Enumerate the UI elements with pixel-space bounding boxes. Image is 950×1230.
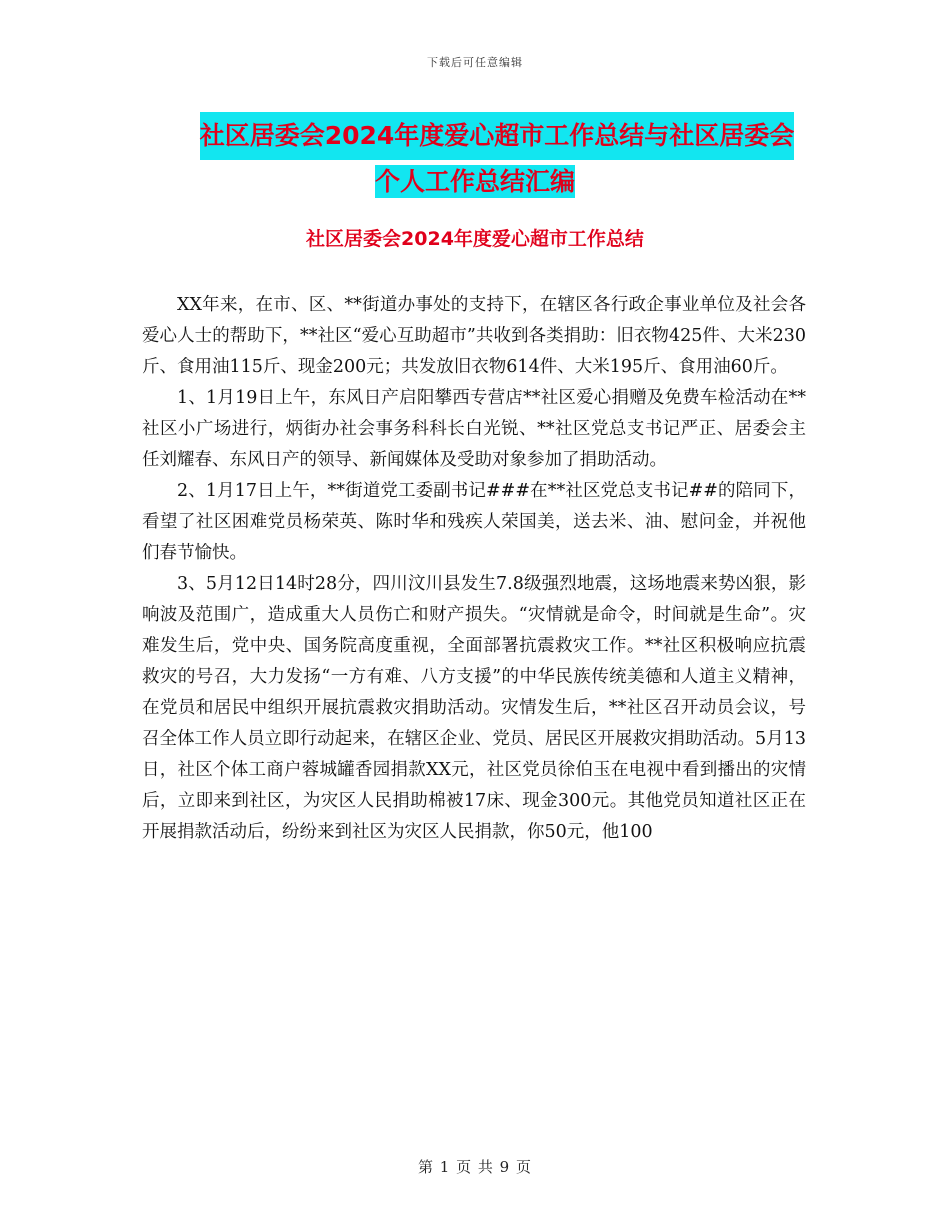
document-title [0, 112, 950, 204]
page-number: 第 1 页 共 9 页 [418, 1158, 532, 1176]
document-body [142, 290, 806, 848]
page-header-note: 下载后可任意编辑 [427, 56, 523, 69]
paragraph-item-2: 2、1月17日上午，**街道党工委副书记###在**社区党总支书记##的陪同下，看望了社区困难党员杨荣英、陈时华和残疾人荣国美，送去米、油、慰问金，并祝他们春节愉快。 [142, 481, 806, 563]
paragraph-item-3: 3、5月12日14时28分，四川汶川县发生7.8级强烈地震，这场地震来势凶狠，影响波及范围广，造成重大人员伤亡和财产损失。“灾情就是命令，时间就是生命”。灾难发生后，党中央、国务院高度重视，全面部署抗震救灾工作。**社区积极响应抗震救灾的号召，大力发扬“一方有难、八方支援”的中华民族传统美德和人道主义精神，在党员和居民中组织开展抗震救灾捐助活动。灾情发生后，**社区召开动员会议，号召全体工作人员立即行动起来，在辖区企业、党员、居民区开展救灾捐助活动。5月13日，社区个体工商户蓉城罐香园捐款XX元，社区党员徐伯玉在电视中看到播出的灾情后，立即来到社区，为灾区人民捐助棉被17床、现金300元。其他党员知道社区正在开展捐款活动后，纷纷来到社区为灾区人民捐款，你50元，他100 [142, 574, 806, 842]
paragraph-item-1: 1、1月19日上午，东风日产启阳攀西专营店**社区爱心捐赠及免费车检活动在**社区小广场进行，炳街办社会事务科科长白光锐、**社区党总支书记严正、居委会主任刘耀春、东风日产的领导、新闻媒体及受助对象参加了捐助活动。 [142, 388, 806, 470]
paragraph-intro: XX年来，在市、区、**街道办事处的支持下，在辖区各行政企事业单位及社会各爱心人士的帮助下，**社区“爱心互助超市”共收到各类捐助：旧衣物425件、大米230斤、食用油115斤、现金200元；共发放旧衣物614件、大米195斤、食用油60斤。 [142, 295, 806, 377]
document-title-line-1: 社区居委会2024年度爱心超市工作总结与社区居委会 [200, 112, 795, 160]
document-title-line-2: 个人工作总结汇编 [374, 167, 575, 196]
section-title: 社区居委会2024年度爱心超市工作总结 [306, 228, 644, 250]
